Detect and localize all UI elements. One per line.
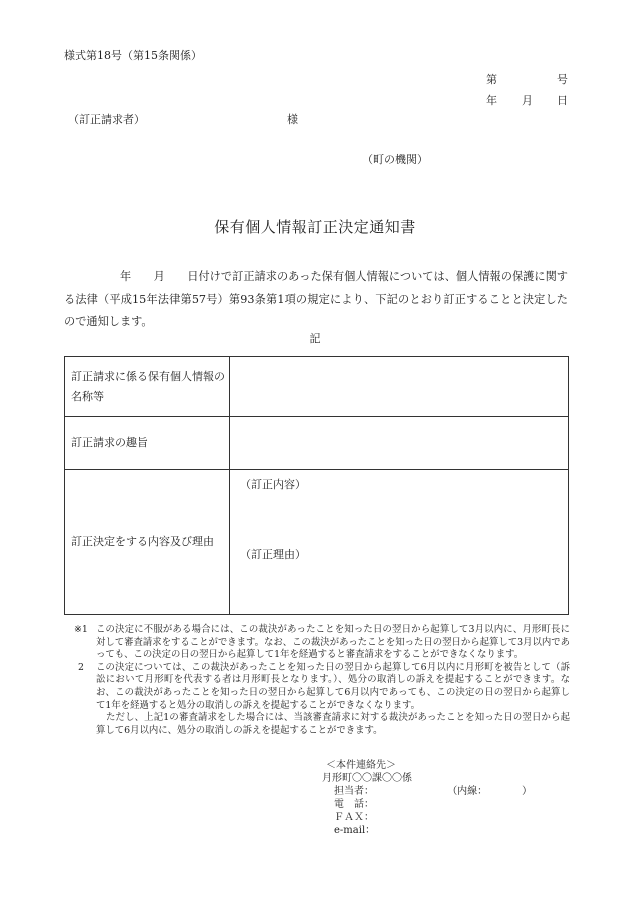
document-title: 保有個人情報訂正決定通知書 bbox=[214, 218, 416, 236]
note-2-mark: 2 bbox=[78, 661, 84, 673]
body-text: 訂正請求のあった保有個人情報については、個人情報の保護に関する法律（平成15年法律第57号）第93条第1項の規定により、下記のとおり訂正することと決定したので通知します。 bbox=[64, 270, 568, 328]
table-row bbox=[65, 470, 569, 615]
number-dai: 第 bbox=[486, 73, 497, 86]
form-number: 様式第18号（第15条関係） bbox=[64, 49, 202, 62]
note-1 bbox=[74, 624, 570, 662]
note-3: ただし、上記1の審査請求をした場合には、当該審査請求に対する裁決があったことを知った日の翌日から起算して6月以内に、処分の取消しの訴えを提起することができます。 bbox=[96, 712, 570, 736]
row1-value bbox=[230, 357, 569, 417]
sama-honorific: 様 bbox=[287, 113, 298, 126]
correction-content-label: （訂正内容） bbox=[240, 478, 306, 491]
note-1-text: この決定に不服がある場合には、この裁決があったことを知った日の翌日から起算して3月以内に、月形町長に対して審査請求をすることができます。なお、この裁決があったことを知った日の翌日から起算して3月以内であっても、この決定の日の翌日から起算して1年を経過すると審査請求をすることができなくなります。 bbox=[96, 624, 570, 661]
organ-label: （町の機関） bbox=[362, 153, 428, 166]
contact-person: 担当者： bbox=[334, 786, 374, 797]
table-row bbox=[65, 357, 569, 417]
note-2-text: この決定については、この裁決があったことを知った日の翌日から起算して6月以内に月形町を被告として（訴訟において月形町を代表する者は月形町長となります。）、処分の取消しの訴えを提起することができます。なお、この裁決があったことを知った日の翌日から起算して6月以内であっても、この決定の日の翌日から起算して1年を経過すると処分の取消しの訴えを提起することができなくなります。 bbox=[96, 661, 570, 711]
correction-reason-label: （訂正理由） bbox=[240, 548, 306, 561]
row1-label: 訂正請求に係る保有個人情報の名称等 bbox=[65, 357, 230, 417]
decision-table bbox=[64, 356, 569, 615]
contact-block bbox=[322, 759, 532, 837]
requester-label: （訂正請求者） bbox=[68, 113, 145, 126]
contact-extension: （内線： ） bbox=[447, 786, 533, 797]
number-go: 号 bbox=[557, 73, 568, 86]
date-day: 日 bbox=[557, 94, 568, 107]
ki-mark: 記 bbox=[309, 332, 321, 345]
date-year: 年 bbox=[486, 94, 497, 107]
contact-dept: 月形町〇〇課〇〇係 bbox=[322, 773, 412, 784]
note-2 bbox=[74, 662, 570, 712]
contact-fax: ＦＡＸ： bbox=[334, 812, 374, 823]
body-date-part: 年 月 日付けで bbox=[120, 270, 233, 283]
table-row bbox=[65, 417, 569, 470]
row3-label: 訂正決定をする内容及び理由 bbox=[65, 470, 230, 615]
row2-value bbox=[230, 417, 569, 470]
date-month: 月 bbox=[522, 94, 533, 107]
contact-heading: ＜本件連絡先＞ bbox=[326, 760, 396, 771]
notes-section bbox=[74, 624, 570, 737]
row2-label: 訂正請求の趣旨 bbox=[65, 417, 230, 470]
contact-email: e-mail： bbox=[334, 825, 376, 836]
contact-phone: 電 話： bbox=[334, 799, 374, 810]
body-paragraph bbox=[64, 266, 568, 334]
contact-person-line bbox=[322, 785, 532, 798]
note-1-mark: ※1 bbox=[74, 624, 88, 635]
